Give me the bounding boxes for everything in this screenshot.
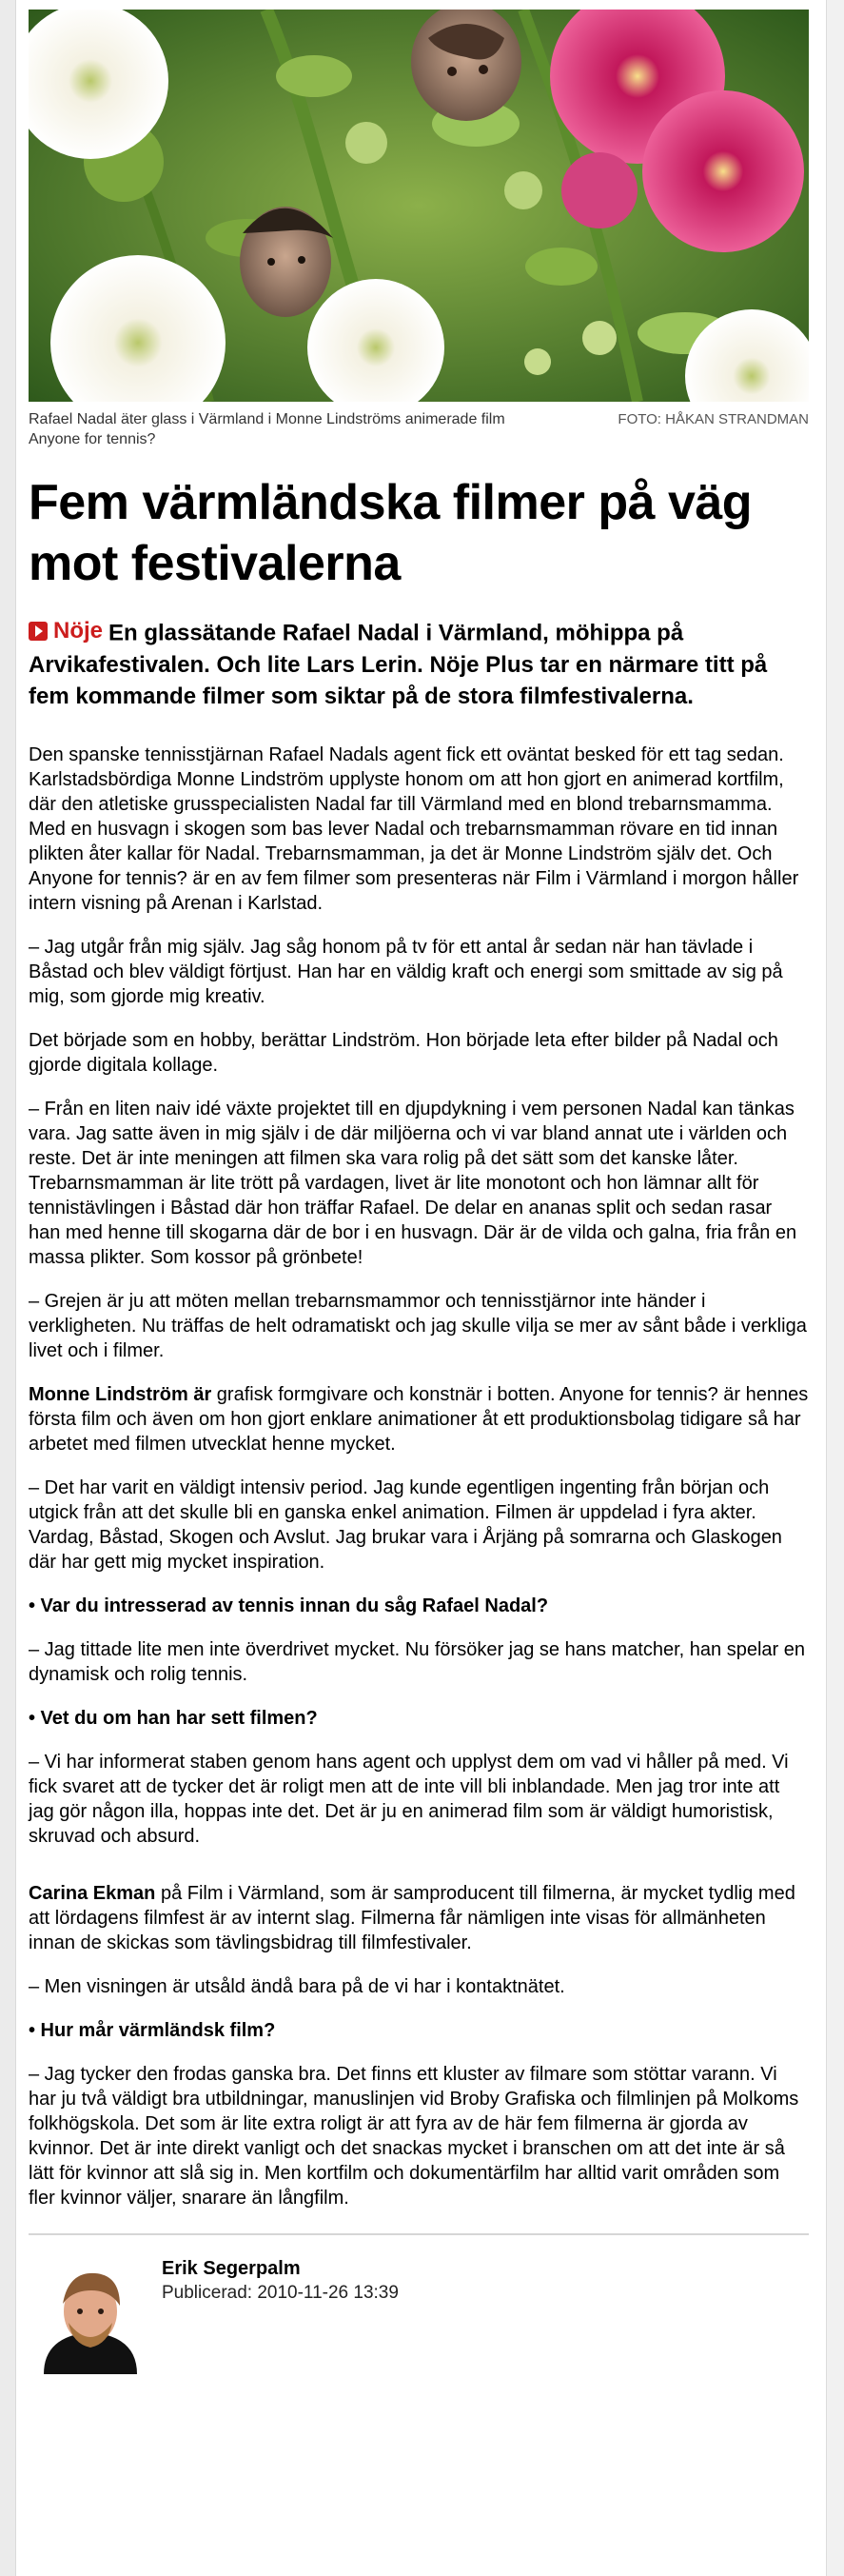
image-caption: Rafael Nadal äter glass i Värmland i Monne Lindströms animerade film Anyone for tennis? bbox=[29, 411, 505, 447]
author-name[interactable]: Erik Segerpalm bbox=[162, 2257, 301, 2279]
author-avatar bbox=[34, 2262, 147, 2374]
article-lead bbox=[29, 615, 809, 712]
hollyhock-collage-image bbox=[29, 10, 809, 402]
person-name: Carina Ekman bbox=[29, 1882, 156, 1904]
person-name: Monne Lindström är bbox=[29, 1383, 212, 1405]
page-scrollbar-track[interactable] bbox=[826, 0, 844, 2576]
image-caption-row bbox=[29, 409, 809, 449]
article bbox=[29, 10, 809, 2395]
body-paragraph: – Grejen är ju att möten mellan trebarnsmammor och tennisstjärnor inte händer i verkligheten. Nu träffas de helt odramatiskt och jag skulle vilja se mer av sånt både i verkliga livet och i filmer. bbox=[29, 1290, 807, 1361]
interview-question: • Vet du om han har sett filmen? bbox=[29, 1707, 318, 1729]
paragraph-text: grafisk formgivare och konstnär i botten. Anyone for tennis? är hennes första film och även om hon gjort enklare animationer åt ett produktionsbolag tidigare så har arbetet med filmen utvecklat henne mycket. bbox=[29, 1383, 809, 1455]
body-paragraph: – Det har varit en väldigt intensiv period. Jag kunde egentligen ingenting från början och utgick från att det skulle bli en ganska enkel animation. Filmen är uppdelad i fyra akter. Vardag, Båstad, Skogen och Avslut. Jag brukar vara i Årjäng på somrarna och Glaskogen där har gett mig mycket inspiration. bbox=[29, 1476, 782, 1573]
article-hero-image bbox=[29, 10, 809, 402]
body-paragraph bbox=[29, 1382, 809, 1456]
section-tag-link[interactable] bbox=[29, 615, 103, 646]
play-icon bbox=[29, 622, 48, 641]
body-paragraph: – Jag tittade lite men inte överdrivet mycket. Nu försöker jag se hans matcher, han spelar en dynamisk och rolig tennis. bbox=[29, 1638, 805, 1685]
body-paragraph: Den spanske tennisstjärnan Rafael Nadals agent fick ett oväntat besked för ett tag sedan. Karlstadsbördiga Monne Lindström upplyste honom om att hon gjort en animerad kortfilm, där den atletiske grusspecialisten Nadal far till Värmland med en blond trebarnsmamma. Med en husvagn i skogen som bas lever Nadal och trebarnsmamman rövare en tid innan plikten åter kallar för Nadal. Trebarnsmamman, ja det är Monne Lindström själv det. Och Anyone for tennis? är en av fem filmer som presenteras när Film i Värmland i morgon håller intern visning på Arenan i Karlstad. bbox=[29, 743, 799, 914]
body-paragraph: – Jag tycker den frodas ganska bra. Det finns ett kluster av filmare som stöttar varann. Vi har ju två väldigt bra utbildningar, manuslinjen vid Broby Grafiska och filmlinjen på Molkoms folkhögskola. Det som är lite extra roligt är att fyra av de här fem filmerna är gjorda av kvinnor. Det är inte direkt vanligt och det snackas mycket i branschen om att det inte är så lätt för kvinnor att slå sig in. Men kortfilm och dokumentärfilm har alltid varit områden som fler kvinnor väljer, snarare än långfilm. bbox=[29, 2063, 799, 2209]
article-headline: Fem värmländska filmer på väg mot festivalerna bbox=[29, 475, 753, 591]
paragraph-text: på Film i Värmland, som är samproducent till filmerna, är mycket tydlig med att lördagens filmfest är av internt slag. Filmerna får nämligen inte visas för allmänheten innan de skickas som tävlingsbidrag till filmfestivaler. bbox=[29, 1882, 795, 1953]
lead-text: En glassätande Rafael Nadal i Värmland, möhippa på Arvikafestivalen. Och lite Lars Lerin. Nöje Plus tar en närmare titt på fem kommande filmer som siktar på de stora filmfestivalerna. bbox=[29, 620, 768, 709]
body-paragraph: – Från en liten naiv idé växte projektet till en djupdykning i vem personen Nadal kan tänkas vara. Jag satte även in mig själv i de där miljöerna och vi var bland annat ute i världen och reste. Det är inte meningen att filmen ska vara rolig på det sätt som det kanske låter. Trebarnsmamman är lite trött på vardagen, livet är lite monotont och hon lämnar allt för tennistävlingen i Båstad där hon träffar Rafael. De delar en ananas split och sedan rasar han med henne till skogarna där de bor i en husvagn. Där är de vilda och galna, fria från en massa plikter. Som kossor på grönbete! bbox=[29, 1098, 797, 1268]
interview-question: • Hur mår värmländsk film? bbox=[29, 2019, 276, 2041]
page-left-border bbox=[0, 0, 16, 2576]
photo-credit: FOTO: HÅKAN STRANDMAN bbox=[618, 411, 809, 427]
article-body bbox=[29, 743, 809, 2210]
byline-text bbox=[162, 2256, 399, 2305]
body-paragraph bbox=[29, 1881, 809, 1955]
article-byline bbox=[29, 2233, 809, 2395]
publish-date: Publicerad: 2010-11-26 13:39 bbox=[162, 2282, 399, 2303]
section-tag-label: Nöje bbox=[53, 618, 104, 644]
body-paragraph: – Vi har informerat staben genom hans agent och upplyst dem om vad vi håller på med. Vi fick svaret att de tycker det är roligt men att de inte vill bli inblandade. Men jag tror inte att jag gör någon illa, hoppas inte det. Det är ju en animerad film som är väldigt humoristisk, skruvad och absurd. bbox=[29, 1751, 789, 1847]
body-paragraph: – Men visningen är utsåld ändå bara på de vi har i kontaktnätet. bbox=[29, 1975, 565, 1997]
interview-question: • Var du intresserad av tennis innan du såg Rafael Nadal? bbox=[29, 1595, 549, 1616]
body-paragraph: Det började som en hobby, berättar Lindström. Hon började leta efter bilder på Nadal och gjorde digitala kollage. bbox=[29, 1029, 778, 1076]
body-paragraph: – Jag utgår från mig själv. Jag såg honom på tv för ett antal år sedan när han tävlade i Båstad och blev väldigt förtjust. Han har en väldig kraft och energi som smittade av sig på mig, som gjorde mig kreativ. bbox=[29, 936, 783, 1007]
